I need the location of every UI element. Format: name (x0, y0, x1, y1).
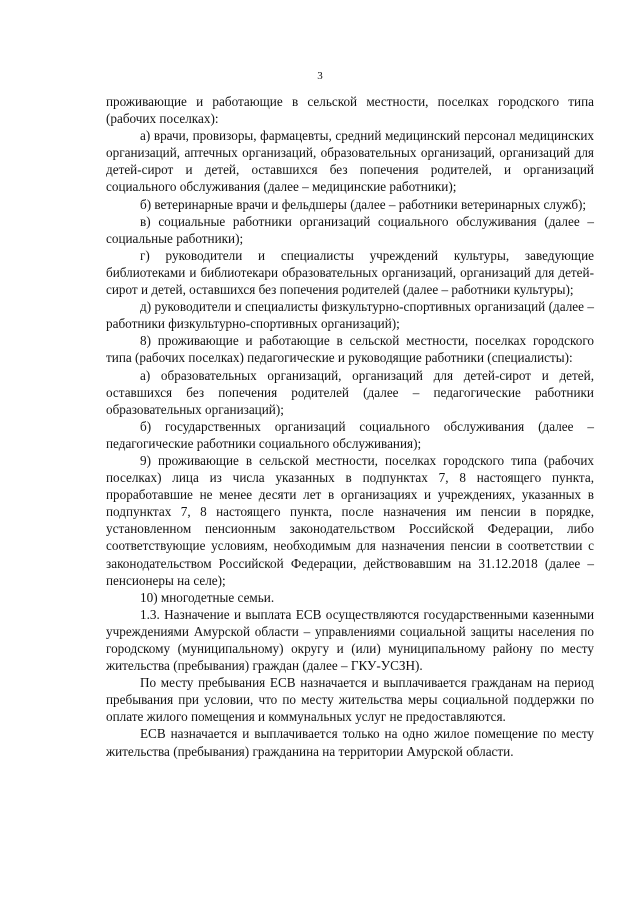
paragraph: б) ветеринарные врачи и фельдшеры (далее – работники ветеринарных служб); (140, 196, 587, 212)
paragraph: в) социальные работники организаций социального обслуживания (далее – социальные работники); (106, 213, 594, 246)
page-number: 3 (317, 70, 323, 82)
paragraph: По месту пребывания ЕСВ назначается и выплачивается гражданам на период пребывания при условии, что по месту жительства меры социальной поддержки по оплате жилого помещения и коммунальных услуг не предоставляются. (106, 675, 594, 725)
document-body (106, 93, 594, 760)
paragraph: 1.3. Назначение и выплата ЕСВ осуществляются государственными казенными учреждениями Амурской области – управлениями социальной защиты населения по городскому (муниципальному) округу и (или) муниципальному району по месту жительства (пребывания) граждан (далее – ГКУ-УСЗН). (106, 606, 594, 674)
paragraph: 8) проживающие и работающие в сельской местности, поселках городского типа (рабочих поселках) педагогические и руководящие работники (специалисты): (106, 333, 594, 366)
paragraph: а) врачи, провизоры, фармацевты, средний медицинский персонал медицинских организаций, аптечных организаций, образовательных организаций, организаций для детей-сирот и детей, оставшихся без попечения родителей, и организаций социального обслуживания (далее – медицинские работники); (106, 128, 594, 195)
paragraph: д) руководители и специалисты физкультурно-спортивных организаций (далее – работники физкультурно-спортивных организаций); (106, 299, 594, 332)
paragraph: б) государственных организаций социального обслуживания (далее – педагогические работники социального обслуживания); (106, 418, 594, 451)
paragraph: г) руководители и специалисты учреждений культуры, заведующие библиотеками и библиотекари образовательных организаций, организаций для детей-сирот и детей, оставшихся без попечения родителей (далее – работники культуры); (106, 247, 594, 298)
paragraph: 10) многодетные семьи. (140, 589, 275, 605)
paragraph: ЕСВ назначается и выплачивается только на одно жилое помещение по месту жительства (пребывания) гражданина на территории Амурской области. (106, 726, 594, 759)
paragraph: а) образовательных организаций, организаций для детей-сирот и детей, оставшихся без попечения родителей (далее – педагогические работники образовательных организаций); (106, 367, 594, 417)
paragraph: проживающие и работающие в сельской местности, поселках городского типа (рабочих поселках): (106, 94, 594, 127)
paragraph: 9) проживающие в сельской местности, поселках городского типа (рабочих поселках) лица из числа указанных в подпунктах 7, 8 настоящего пункта, проработавшие не менее десяти лет в организациях и учреждениях, указанных в подпунктах 7, 8 настоящего пункта, после назначения им пенсии в порядке, установленном пенсионным законодательством Российской Федерации, либо соответствующие условиям, необходимым для назначения пенсии в соответствии с законодательством Российской Федерации, действовавшим на 31.12.2018 (далее – пенсионеры на селе); (106, 452, 594, 588)
